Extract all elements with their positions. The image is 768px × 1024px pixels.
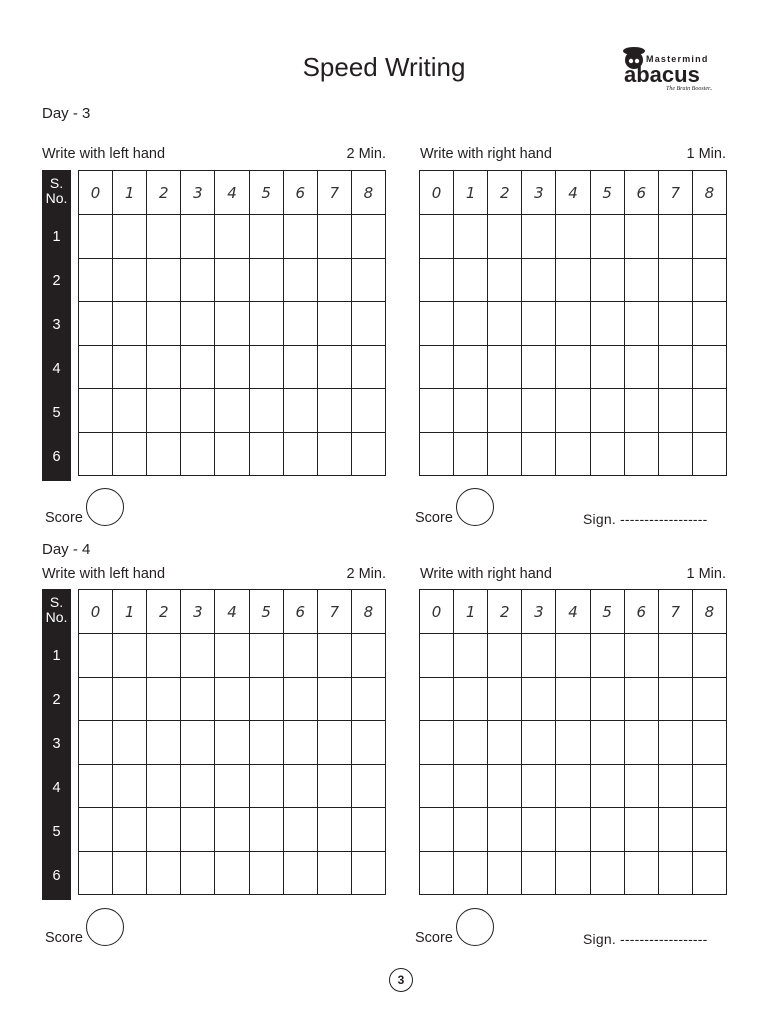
score-circle[interactable] bbox=[86, 908, 124, 946]
row-number: 3 bbox=[52, 317, 61, 333]
serial-number-header: S. No. bbox=[45, 175, 68, 206]
score-label: Score bbox=[415, 930, 453, 946]
column-header: 0 bbox=[420, 590, 454, 634]
right-hand-instruction: Write with right hand bbox=[420, 146, 552, 162]
writing-row[interactable] bbox=[79, 764, 386, 808]
writing-row[interactable] bbox=[420, 634, 727, 678]
column-header: 2 bbox=[488, 171, 522, 215]
logo-top-text: Mastermind bbox=[646, 54, 709, 64]
column-header: 0 bbox=[79, 590, 113, 634]
column-header: 7 bbox=[317, 590, 351, 634]
column-header: 5 bbox=[249, 590, 283, 634]
score-label: Score bbox=[415, 510, 453, 526]
writing-row[interactable] bbox=[79, 389, 386, 433]
column-header: 7 bbox=[317, 171, 351, 215]
column-header: 2 bbox=[147, 171, 181, 215]
serial-number-column bbox=[42, 589, 71, 900]
column-header: 5 bbox=[590, 590, 624, 634]
day-label: Day - 3 bbox=[42, 105, 91, 122]
right-hand-instruction: Write with right hand bbox=[420, 566, 552, 582]
row-number: 3 bbox=[52, 736, 61, 752]
column-header: 7 bbox=[658, 590, 692, 634]
score-circle[interactable] bbox=[86, 488, 124, 526]
left-hand-instruction: Write with left hand bbox=[42, 566, 166, 582]
score-circle[interactable] bbox=[456, 908, 494, 946]
writing-row[interactable] bbox=[420, 677, 727, 721]
score-circle[interactable] bbox=[456, 488, 494, 526]
column-header: 3 bbox=[522, 171, 556, 215]
column-header: 6 bbox=[624, 171, 658, 215]
column-header: 3 bbox=[181, 590, 215, 634]
row-number: 6 bbox=[52, 868, 61, 884]
right-hand-time: 1 Min. bbox=[686, 566, 726, 582]
column-header: 5 bbox=[249, 171, 283, 215]
page-number: 3 bbox=[389, 968, 413, 992]
column-header: 8 bbox=[692, 590, 726, 634]
column-header: 2 bbox=[488, 590, 522, 634]
writing-row[interactable] bbox=[420, 721, 727, 765]
day-label: Day - 4 bbox=[42, 541, 91, 558]
column-header: 8 bbox=[351, 171, 385, 215]
column-header: 8 bbox=[692, 171, 726, 215]
column-header: 1 bbox=[113, 590, 147, 634]
signature-field[interactable]: Sign. ------------------ bbox=[583, 511, 708, 527]
writing-row[interactable] bbox=[79, 215, 386, 259]
writing-row[interactable] bbox=[79, 634, 386, 678]
column-header: 4 bbox=[215, 590, 249, 634]
left-hand-time: 2 Min. bbox=[346, 566, 386, 582]
writing-row[interactable] bbox=[420, 389, 727, 433]
row-number: 2 bbox=[52, 273, 61, 289]
column-header: 0 bbox=[79, 171, 113, 215]
column-header: 4 bbox=[215, 171, 249, 215]
column-header: 4 bbox=[556, 171, 590, 215]
column-header: 1 bbox=[454, 171, 488, 215]
writing-row[interactable] bbox=[420, 764, 727, 808]
column-header: 8 bbox=[351, 590, 385, 634]
left-hand-writing-grid bbox=[78, 170, 386, 476]
score-label: Score bbox=[45, 930, 83, 946]
column-header: 6 bbox=[624, 590, 658, 634]
writing-row[interactable] bbox=[79, 677, 386, 721]
writing-row[interactable] bbox=[79, 345, 386, 389]
left-hand-instruction: Write with left hand bbox=[42, 146, 166, 162]
column-header: 3 bbox=[522, 590, 556, 634]
writing-row[interactable] bbox=[420, 302, 727, 346]
writing-row[interactable] bbox=[420, 432, 727, 476]
left-hand-time: 2 Min. bbox=[346, 146, 386, 162]
page-title: Speed Writing bbox=[302, 52, 466, 82]
writing-row[interactable] bbox=[79, 808, 386, 852]
writing-row[interactable] bbox=[79, 851, 386, 895]
signature-field[interactable]: Sign. ------------------ bbox=[583, 931, 708, 947]
score-label: Score bbox=[45, 510, 83, 526]
column-header: 5 bbox=[590, 171, 624, 215]
column-header: 6 bbox=[283, 590, 317, 634]
writing-row[interactable] bbox=[79, 302, 386, 346]
right-hand-writing-grid bbox=[419, 170, 727, 476]
serial-number-header: S. No. bbox=[45, 594, 68, 625]
row-number: 4 bbox=[52, 361, 61, 377]
writing-row[interactable] bbox=[79, 721, 386, 765]
row-number: 1 bbox=[52, 229, 61, 245]
logo-main-text: abacus bbox=[624, 62, 700, 87]
column-header: 1 bbox=[454, 590, 488, 634]
column-header: 7 bbox=[658, 171, 692, 215]
writing-row[interactable] bbox=[420, 808, 727, 852]
right-hand-time: 1 Min. bbox=[686, 146, 726, 162]
row-number: 5 bbox=[52, 405, 61, 421]
column-header: 2 bbox=[147, 590, 181, 634]
row-number: 2 bbox=[52, 692, 61, 708]
writing-row[interactable] bbox=[420, 851, 727, 895]
column-header: 4 bbox=[556, 590, 590, 634]
writing-row[interactable] bbox=[79, 432, 386, 476]
row-number: 5 bbox=[52, 824, 61, 840]
row-number: 1 bbox=[52, 648, 61, 664]
right-hand-writing-grid bbox=[419, 589, 727, 895]
column-header: 0 bbox=[420, 171, 454, 215]
writing-row[interactable] bbox=[420, 215, 727, 259]
serial-number-column bbox=[42, 170, 71, 481]
column-header: 6 bbox=[283, 171, 317, 215]
column-header: 3 bbox=[181, 171, 215, 215]
writing-row[interactable] bbox=[79, 258, 386, 302]
row-number: 6 bbox=[52, 449, 61, 465]
column-header: 1 bbox=[113, 171, 147, 215]
brand-logo bbox=[616, 38, 734, 92]
row-number: 4 bbox=[52, 780, 61, 796]
writing-row[interactable] bbox=[420, 345, 727, 389]
writing-row[interactable] bbox=[420, 258, 727, 302]
left-hand-writing-grid bbox=[78, 589, 386, 895]
logo-tagline: The Brain Booster.. bbox=[666, 86, 713, 92]
